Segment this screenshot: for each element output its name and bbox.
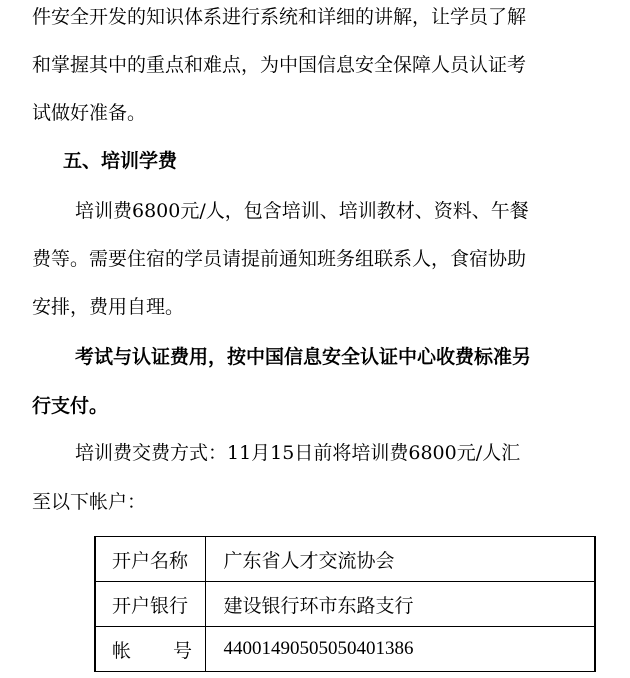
payment-line-2: 至以下帐户： [32, 491, 147, 513]
bank-name-label: 开户银行 [95, 582, 205, 627]
intro-line-3: 试做好准备。 [32, 102, 147, 124]
account-number-label-part-2: 号 [172, 639, 192, 662]
fee-line-3: 安排，费用自理。 [32, 296, 185, 318]
table-row [95, 537, 595, 582]
section-heading-training-fee: 五、培训学费 [63, 150, 178, 172]
payment-line-1: 培训费交费方式：11月15日前将培训费6800元/人汇 [75, 442, 521, 464]
account-number-label [95, 627, 205, 672]
exam-fee-line-2: 行支付。 [32, 395, 109, 417]
account-number-value: 44001490505050401386 [205, 627, 595, 672]
exam-fee-line-1: 考试与认证费用，按中国信息安全认证中心收费标准另 [75, 346, 532, 368]
table-row [95, 627, 595, 672]
account-name-label: 开户名称 [95, 537, 205, 582]
account-name-value: 广东省人才交流协会 [205, 537, 595, 582]
intro-line-2: 和掌握其中的重点和难点，为中国信息安全保障人员认证考 [32, 54, 527, 76]
intro-line-1: 件安全开发的知识体系进行系统和详细的讲解，让学员了解 [32, 6, 527, 28]
bank-account-table [94, 536, 596, 672]
fee-line-2: 费等。需要住宿的学员请提前通知班务组联系人，食宿协助 [32, 248, 527, 270]
table-row [95, 582, 595, 627]
account-number-label-part-1: 帐 [112, 639, 132, 662]
fee-line-1: 培训费6800元/人，包含培训、培训教材、资料、午餐 [75, 200, 529, 222]
bank-name-value: 建设银行环市东路支行 [205, 582, 595, 627]
